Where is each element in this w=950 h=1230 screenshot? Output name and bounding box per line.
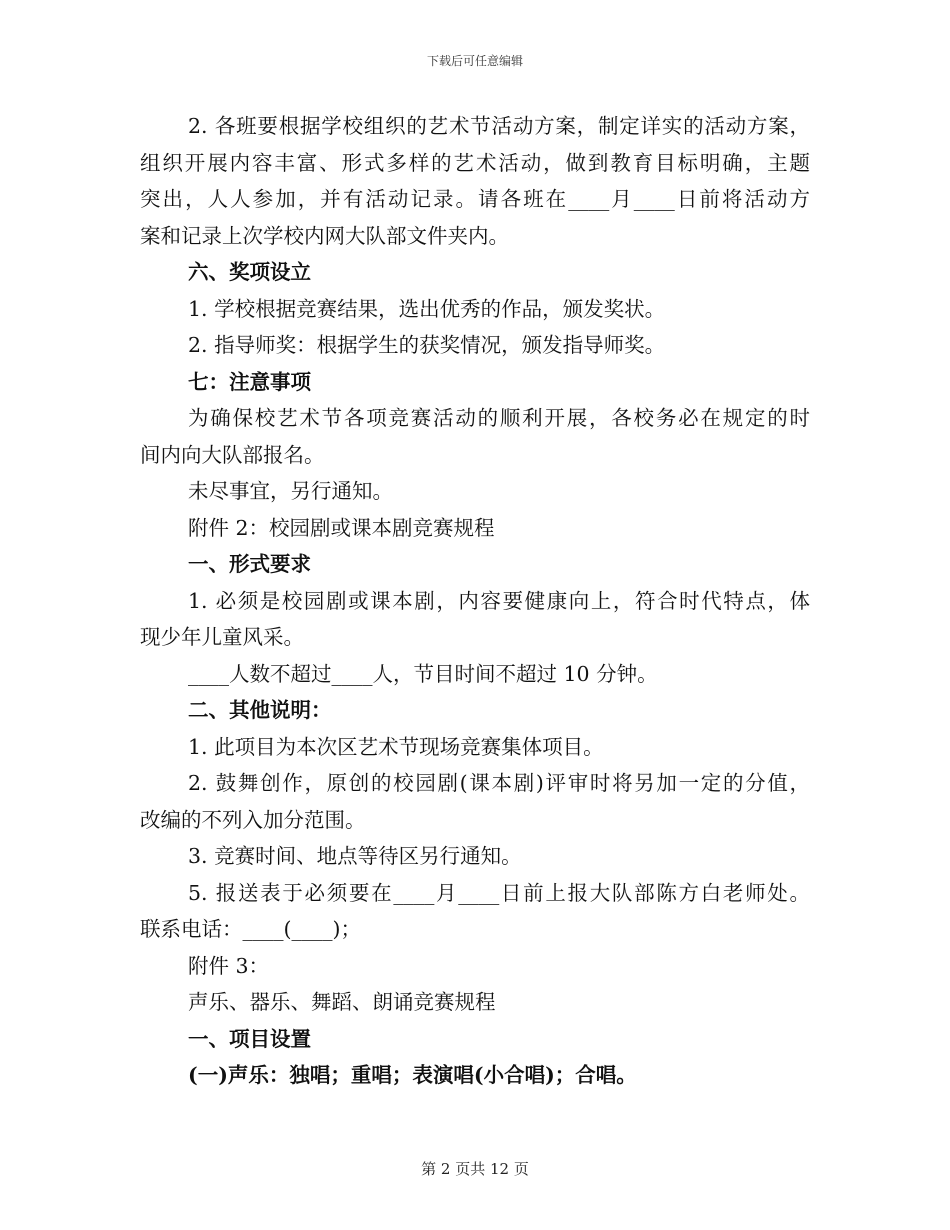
paragraph-line: 未尽事宜，另行通知。	[188, 479, 393, 503]
section-heading: 一、形式要求	[188, 552, 311, 576]
paragraph-line: 2. 各班要根据学校组织的艺术节活动方案，制定详实的活动方案，	[188, 114, 810, 138]
paragraph-line: 现少年儿童风采。	[140, 625, 304, 649]
paragraph-line: 案和记录上次学校内网大队部文件夹内。	[140, 223, 509, 248]
paragraph-line: 改编的不列入加分范围。	[140, 807, 366, 832]
paragraph-line: 声乐、器乐、舞蹈、朗诵竞赛规程	[188, 990, 496, 1014]
page-header: 下载后可任意编辑	[426, 54, 523, 68]
section-heading: 七：注意事项	[188, 369, 311, 394]
paragraph-line: 突出，人人参加，并有活动记录。请各班在____月____日前将活动方	[140, 187, 810, 211]
section-heading: 六、奖项设立	[188, 260, 311, 284]
section-heading: 二、其他说明：	[188, 698, 332, 722]
paragraph-line: 5. 报送表于必须要在____月____日前上报大队部陈方白老师处。	[188, 880, 810, 905]
paragraph-line: 间内向大队部报名。	[140, 442, 325, 467]
section-heading: (一)声乐：独唱；重唱；表演唱(小合唱)；合唱。	[188, 1063, 637, 1087]
paragraph-line: 组织开展内容丰富、形式多样的艺术活动，做到教育目标明确，主题	[140, 150, 810, 175]
document-body	[140, 108, 810, 1094]
paragraph-line: 1. 此项目为本次区艺术节现场竞赛集体项目。	[188, 734, 604, 759]
paragraph-line: 1. 必须是校园剧或课本剧，内容要健康向上，符合时代特点，体	[188, 588, 810, 613]
paragraph-line: 联系电话：____(____)；	[140, 917, 361, 941]
paragraph-line: 2. 指导师奖：根据学生的获奖情况，颁发指导师奖。	[188, 333, 666, 357]
paragraph-line: 附件 2：校园剧或课本剧竞赛规程	[188, 515, 495, 540]
paragraph-line: ____人数不超过____人，节目时间不超过 10 分钟。	[188, 661, 658, 686]
paragraph-line: 为确保校艺术节各项竞赛活动的顺利开展，各校务必在规定的时	[188, 406, 810, 430]
paragraph-line: 2. 鼓舞创作，原创的校园剧(课本剧)评审时将另加一定的分值，	[188, 771, 810, 795]
paragraph-line: 3. 竞赛时间、地点等待区另行通知。	[188, 844, 522, 868]
paragraph-line: 1. 学校根据竞赛结果，选出优秀的作品，颁发奖状。	[188, 296, 666, 321]
page-footer: 第 2 页共 12 页	[421, 1160, 529, 1178]
section-heading: 一、项目设置	[188, 1026, 311, 1051]
paragraph-line: 附件 3：	[188, 953, 270, 978]
